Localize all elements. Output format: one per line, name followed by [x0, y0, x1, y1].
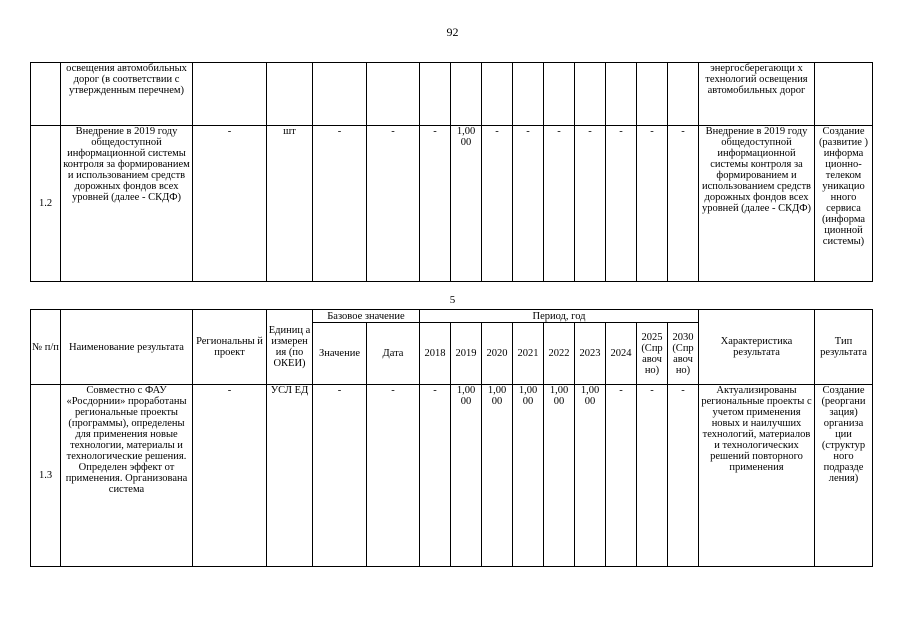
header-value: Значение [313, 323, 367, 385]
header-period: Период, год [420, 310, 699, 323]
header-year: 2022 [544, 323, 575, 385]
cell-num: 1.2 [31, 126, 61, 282]
table-row-1-3 [31, 385, 873, 567]
cell-year-2030: - [668, 385, 699, 567]
header-project: Региональны й проект [193, 310, 267, 385]
cell-year-2023: 1,00 00 [575, 385, 606, 567]
results-table-continued [30, 62, 873, 282]
cell-characteristic: энергосберегающи х технологий освещения автомобильных дорог [699, 63, 815, 126]
header-year: 2024 [606, 323, 637, 385]
results-table [30, 309, 873, 567]
cell-year-2025: - [637, 126, 668, 282]
cell-num: 1.3 [31, 385, 61, 567]
cell-year-2024: - [606, 126, 637, 282]
cell-year-2020: 1,00 00 [482, 385, 513, 567]
page-number: 92 [446, 25, 459, 39]
cell-unit: шт [267, 126, 313, 282]
header-year: 2019 [451, 323, 482, 385]
header-characteristic: Характеристика результата [699, 310, 815, 385]
cell-year-2024: - [606, 385, 637, 567]
header-row-1 [31, 310, 873, 323]
header-year: 2030 (Спр авоч но) [668, 323, 699, 385]
cell-base-value: - [313, 126, 367, 282]
cell-year-2022: - [544, 126, 575, 282]
header-name: Наименование результата [61, 310, 193, 385]
cell-unit: УСЛ ЕД [267, 385, 313, 567]
header-num: № п/п [31, 310, 61, 385]
cell-year-2020: - [482, 126, 513, 282]
cell-year-2018: - [420, 126, 451, 282]
header-year: 2020 [482, 323, 513, 385]
cell-year-2021: - [513, 126, 544, 282]
cell-name: освещения автомобильных дорог (в соответствии с утвержденным перечнем) [61, 63, 193, 126]
header-year: 2018 [420, 323, 451, 385]
header-year: 2023 [575, 323, 606, 385]
header-year: 2021 [513, 323, 544, 385]
cell-base-date: - [367, 126, 420, 282]
cell-year-2023: - [575, 126, 606, 282]
header-date: Дата [367, 323, 420, 385]
header-unit: Единиц а измерен ия (по ОКЕИ) [267, 310, 313, 385]
header-base: Базовое значение [313, 310, 420, 323]
cell-name: Внедрение в 2019 году общедоступной информационной системы контроля за формированием и использованием средств дорожных фондов всех уровней (далее - СКДФ) [61, 126, 193, 282]
cell-project: - [193, 385, 267, 567]
cell-year-2019: 1,00 00 [451, 126, 482, 282]
cell-base-date: - [367, 385, 420, 567]
cell-year-2030: - [668, 126, 699, 282]
cell-project: - [193, 126, 267, 282]
cell-type: Создание (реоргани зация) организа ции (структур ного подразде ления) [815, 385, 873, 567]
cell-type: Создание (развитие ) информа ционно- телеком уникацио нного сервиса (информа ционной системы) [815, 126, 873, 282]
cell-characteristic: Внедрение в 2019 году общедоступной информационной системы контроля за формированием и использованием средств дорожных фондов всех уровней (далее - СКДФ) [699, 126, 815, 282]
table-row-1-2 [31, 126, 873, 282]
header-type: Тип результата [815, 310, 873, 385]
cell-year-2022: 1,00 00 [544, 385, 575, 567]
cell-year-2025: - [637, 385, 668, 567]
continued-row [31, 63, 873, 126]
cell-year-2021: 1,00 00 [513, 385, 544, 567]
cell-year-2019: 1,00 00 [451, 385, 482, 567]
cell-year-2018: - [420, 385, 451, 567]
header-year: 2025 (Спр авоч но) [637, 323, 668, 385]
cell-characteristic: Актуализированы региональные проекты с учетом применения новых и наилучших технологий, материалов и технологических решений повторного применения [699, 385, 815, 567]
cell-num [31, 63, 61, 126]
cell-base-value: - [313, 385, 367, 567]
cell-name: Совместно с ФАУ «Росдорнии» проработаны региональные проекты (программы), определены для применения новые технологии, материалы и технологические решения. Определен эффект от применения. Организована система [61, 385, 193, 567]
table-number: 5 [449, 294, 456, 306]
